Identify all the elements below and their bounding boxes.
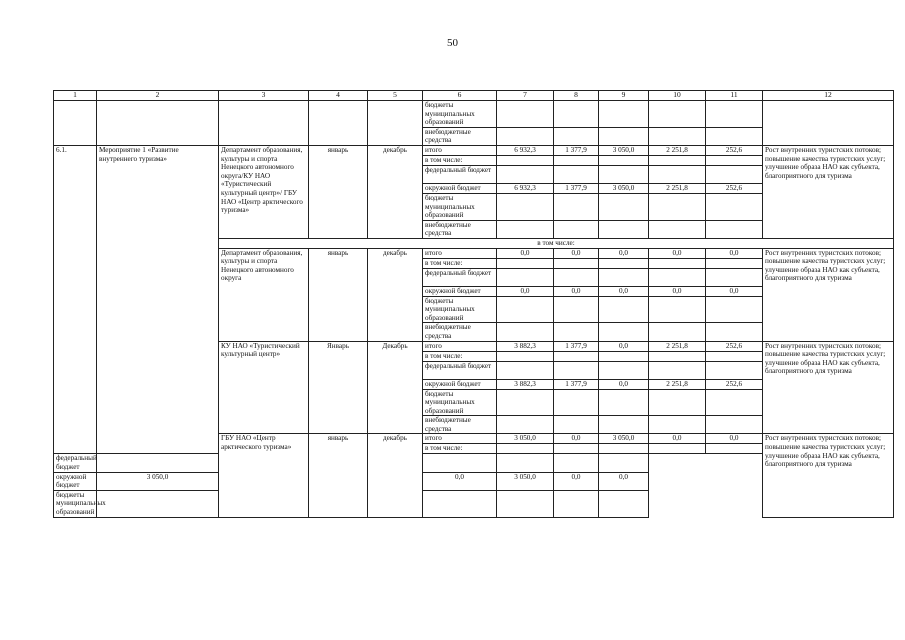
source-cell: в том числе: — [423, 444, 497, 454]
source-cell: итого — [423, 434, 497, 444]
header-row — [54, 91, 894, 101]
in-that-number-note: в том числе: — [219, 238, 894, 248]
source-cell: федеральный бюджет — [423, 268, 497, 286]
source-cell: внебюджетные средства — [423, 416, 497, 434]
value-cell: 6 932,3 — [497, 145, 554, 155]
value-cell: 0,0 — [554, 472, 599, 490]
value-cell: 3 050,0 — [599, 183, 649, 193]
value-cell: 6 932,3 — [497, 183, 554, 193]
value-cell: 1 377,9 — [554, 183, 599, 193]
value-cell: 0,0 — [554, 248, 599, 258]
value-cell: 2 251,8 — [649, 145, 706, 155]
value-cell: 0,0 — [599, 472, 649, 490]
value-cell: 0,0 — [706, 286, 763, 296]
value-cell: 3 050,0 — [599, 145, 649, 155]
source-cell: в том числе: — [423, 155, 497, 165]
value-cell: 2 251,8 — [649, 379, 706, 389]
value-cell: 252,6 — [706, 341, 763, 351]
source-cell: в том числе: — [423, 351, 497, 361]
col-header: 3 — [219, 91, 309, 101]
budget-table — [53, 90, 894, 518]
source-cell: итого — [423, 145, 497, 155]
source-cell: бюджеты муниципальных образований — [423, 193, 497, 220]
col-header: 8 — [554, 91, 599, 101]
value-cell: 0,0 — [497, 286, 554, 296]
start-month: январь — [309, 434, 368, 517]
value-cell: 1 377,9 — [554, 379, 599, 389]
page-number: 50 — [447, 37, 458, 49]
source-cell: окружной бюджет — [54, 472, 97, 490]
result-cell: Рост внутренних туристских потоков; повышение качества туристских услуг; улучшение образа НАО как субъекта, благоприятного для туризма — [763, 145, 894, 238]
value-cell: 0,0 — [599, 341, 649, 351]
value-cell: 0,0 — [599, 286, 649, 296]
value-cell: 2 251,8 — [649, 341, 706, 351]
value-cell: 252,6 — [706, 183, 763, 193]
source-cell: федеральный бюджет — [423, 361, 497, 379]
source-cell: в том числе: — [423, 258, 497, 268]
value-cell: 0,0 — [649, 248, 706, 258]
value-cell: 0,0 — [649, 286, 706, 296]
col-header: 11 — [706, 91, 763, 101]
end-month: декабрь — [368, 248, 423, 341]
value-cell: 0,0 — [423, 472, 497, 490]
source-cell: федеральный бюджет — [423, 165, 497, 183]
col-header: 2 — [97, 91, 219, 101]
table-row — [54, 101, 894, 128]
source-cell: бюджеты муниципальных образований — [423, 296, 497, 323]
row-number: 6.1. — [54, 145, 97, 454]
value-cell: 252,6 — [706, 379, 763, 389]
source-cell: внебюджетные средства — [423, 220, 497, 238]
result-cell: Рост внутренних туристских потоков; повышение качества туристских услуг; улучшение образа НАО как субъекта, благоприятного для туризма — [763, 341, 894, 434]
value-cell: 0,0 — [497, 248, 554, 258]
col-header: 9 — [599, 91, 649, 101]
end-month: Декабрь — [368, 341, 423, 434]
value-cell: 0,0 — [706, 434, 763, 444]
table-row — [54, 145, 894, 155]
col-header: 4 — [309, 91, 368, 101]
value-cell: 3 050,0 — [599, 434, 649, 444]
value-cell: 3 882,3 — [497, 379, 554, 389]
col-header: 1 — [54, 91, 97, 101]
value-cell: 0,0 — [554, 286, 599, 296]
executor-cell: Департамент образования, культуры и спорта Ненецкого автономного округа — [219, 248, 309, 341]
source-cell: бюджеты муниципальных образований — [423, 101, 497, 128]
end-month: декабрь — [368, 434, 423, 517]
result-cell: Рост внутренних туристских потоков; повышение качества туристских услуг; улучшение образа НАО как субъекта, благоприятного для туризма — [763, 248, 894, 341]
value-cell: 2 251,8 — [649, 183, 706, 193]
source-cell: окружной бюджет — [423, 286, 497, 296]
value-cell: 3 882,3 — [497, 341, 554, 351]
col-header: 12 — [763, 91, 894, 101]
event-name: Мероприятие 1 «Развитие внутреннего туризма» — [97, 145, 219, 454]
start-month: Январь — [309, 341, 368, 434]
value-cell: 0,0 — [706, 248, 763, 258]
value-cell: 0,0 — [649, 434, 706, 444]
start-month: январь — [309, 145, 368, 238]
col-header: 7 — [497, 91, 554, 101]
source-cell: окружной бюджет — [423, 183, 497, 193]
start-month: январь — [309, 248, 368, 341]
source-cell: внебюджетные средства — [423, 323, 497, 341]
source-cell: окружной бюджет — [423, 379, 497, 389]
source-cell: федеральный бюджет — [54, 454, 97, 472]
value-cell: 1 377,9 — [554, 341, 599, 351]
source-cell: бюджеты муниципальных образований — [54, 490, 97, 517]
end-month: декабрь — [368, 145, 423, 238]
source-cell: итого — [423, 341, 497, 351]
source-cell: внебюджетные средства — [423, 127, 497, 145]
value-cell: 0,0 — [554, 434, 599, 444]
col-header: 6 — [423, 91, 497, 101]
source-cell: бюджеты муниципальных образований — [423, 389, 497, 416]
value-cell: 1 377,9 — [554, 145, 599, 155]
value-cell: 3 050,0 — [497, 434, 554, 444]
col-header: 10 — [649, 91, 706, 101]
col-header: 5 — [368, 91, 423, 101]
value-cell: 3 050,0 — [497, 472, 554, 490]
executor-cell: ГБУ НАО «Центр арктического туризма» — [219, 434, 309, 517]
value-cell: 252,6 — [706, 145, 763, 155]
executor-cell: КУ НАО «Туристический культурный центр» — [219, 341, 309, 434]
result-cell: Рост внутренних туристских потоков; повышение качества туристских услуг; улучшение образа НАО как субъекта, благоприятного для туризма — [763, 434, 894, 517]
value-cell: 0,0 — [599, 248, 649, 258]
source-cell: итого — [423, 248, 497, 258]
value-cell: 3 050,0 — [97, 472, 219, 490]
executor-cell: Департамент образования, культуры и спорта Ненецкого автономного округа/КУ НАО «Туристический культурный центр»/ ГБУ НАО «Центр арктического туризма» — [219, 145, 309, 238]
value-cell: 0,0 — [599, 379, 649, 389]
